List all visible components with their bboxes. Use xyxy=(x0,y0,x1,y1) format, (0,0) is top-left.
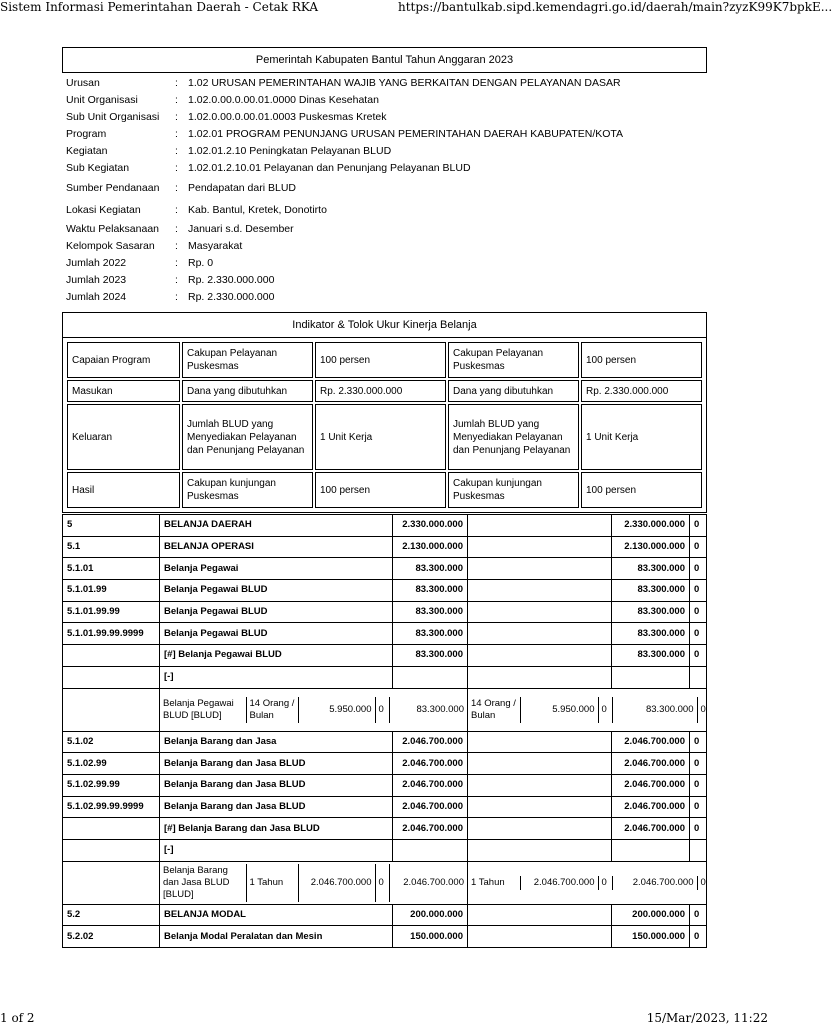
info-value: 1.02.0.00.0.00.01.0000 Dinas Kesehatan xyxy=(188,94,379,106)
budget-code: 5.1 xyxy=(63,536,160,558)
detail-price: 2.046.700.000 xyxy=(298,864,375,902)
budget-diff: 0 xyxy=(690,796,707,818)
indicator-target2: 100 persen xyxy=(581,472,702,508)
budget-empty xyxy=(468,666,612,688)
budget-row xyxy=(63,796,707,818)
budget-amount: 83.300.000 xyxy=(393,623,468,645)
budget-name: Belanja Pegawai BLUD xyxy=(160,580,393,602)
indicator-target1: 100 persen xyxy=(315,472,446,508)
indicator-name: Keluaran xyxy=(67,404,180,470)
info-colon: : xyxy=(175,204,178,216)
print-datetime: 15/Mar/2023, 11:22 xyxy=(646,1011,768,1025)
detail-price-2: 5.950.000 xyxy=(520,697,598,723)
budget-name: Belanja Barang dan Jasa BLUD xyxy=(160,796,393,818)
budget-empty xyxy=(468,753,612,775)
budget-amount-2: 2.046.700.000 xyxy=(612,753,690,775)
indicator-tolok1: Cakupan kunjungan Puskesmas xyxy=(182,472,313,508)
budget-empty xyxy=(468,839,612,861)
budget-amount: 2.046.700.000 xyxy=(393,818,468,840)
indicator-tolok1: Jumlah BLUD yang Menyediakan Pelayanan dan Penunjang Pelayanan xyxy=(182,404,313,470)
indicator-tolok2: Jumlah BLUD yang Menyediakan Pelayanan dan Penunjang Pelayanan xyxy=(448,404,579,470)
budget-amount: 150.000.000 xyxy=(393,926,468,948)
indicator-name: Hasil xyxy=(67,472,180,508)
budget-code: 5.1.01.99.99.9999 xyxy=(63,623,160,645)
budget-name: Belanja Modal Peralatan dan Mesin xyxy=(160,926,393,948)
budget-name: Belanja Pegawai BLUD xyxy=(160,601,393,623)
indicator-tolok2: Cakupan Pelayanan Puskesmas xyxy=(448,342,579,378)
budget-diff: 0 xyxy=(690,753,707,775)
detail-left-table xyxy=(160,864,467,902)
detail-tax: 0 xyxy=(375,864,389,902)
budget-amount xyxy=(393,839,468,861)
budget-row xyxy=(63,818,707,840)
budget-diff: 0 xyxy=(690,904,707,926)
info-colon: : xyxy=(175,94,178,106)
indicator-tolok1: Cakupan Pelayanan Puskesmas xyxy=(182,342,313,378)
budget-code xyxy=(63,861,160,904)
budget-diff: 0 xyxy=(690,558,707,580)
budget-name: [-] xyxy=(160,839,393,861)
detail-tax-2: 0 xyxy=(598,697,612,723)
budget-diff: 0 xyxy=(690,645,707,667)
info-label: Sub Kegiatan xyxy=(66,162,130,174)
budget-name: Belanja Pegawai BLUD xyxy=(160,623,393,645)
budget-diff: 0 xyxy=(690,580,707,602)
budget-amount-2: 83.300.000 xyxy=(612,580,690,602)
detail-right-table xyxy=(468,876,706,890)
indicator-row xyxy=(67,380,702,402)
budget-empty xyxy=(468,558,612,580)
info-colon: : xyxy=(175,77,178,89)
indicator-target2: Rp. 2.330.000.000 xyxy=(581,380,702,402)
detail-volume-2: 1 Tahun xyxy=(471,876,505,888)
budget-code: 5.2 xyxy=(63,904,160,926)
indicator-tolok1: Dana yang dibutuhkan xyxy=(182,380,313,402)
info-label: Jumlah 2023 xyxy=(66,274,127,286)
budget-code xyxy=(63,645,160,667)
detail-diff: 0 xyxy=(697,697,706,723)
budget-amount-2: 2.046.700.000 xyxy=(612,818,690,840)
info-label: Waktu Pelaksanaan xyxy=(66,223,159,235)
info-value: Pendapatan dari BLUD xyxy=(188,182,296,194)
indicator-target1: 100 persen xyxy=(315,342,446,378)
detail-tax: 0 xyxy=(375,697,389,723)
budget-amount: 200.000.000 xyxy=(393,904,468,926)
indicator-row xyxy=(67,404,702,470)
info-value: Rp. 0 xyxy=(188,257,214,269)
budget-detail-row xyxy=(63,861,707,904)
info-label: Jumlah 2022 xyxy=(66,257,127,269)
info-colon: : xyxy=(175,128,178,140)
indicator-row xyxy=(67,342,702,378)
budget-table xyxy=(62,514,707,948)
budget-name: [#] Belanja Pegawai BLUD xyxy=(160,645,393,667)
budget-code xyxy=(63,688,160,731)
detail-total-2: 2.046.700.000 xyxy=(612,876,697,890)
budget-amount-2: 83.300.000 xyxy=(612,623,690,645)
budget-diff: 0 xyxy=(690,601,707,623)
budget-row xyxy=(63,536,707,558)
budget-empty xyxy=(468,774,612,796)
info-value: Rp. 2.330.000.000 xyxy=(188,291,275,303)
indicator-name: Masukan xyxy=(67,380,180,402)
print-header-title: Sistem Informasi Pemerintahan Daerah - Cetak RKA xyxy=(0,0,319,14)
budget-diff: 0 xyxy=(690,515,707,537)
budget-code: 5.1.02 xyxy=(63,731,160,753)
budget-name: Belanja Barang dan Jasa BLUD xyxy=(160,774,393,796)
detail-tax-2: 0 xyxy=(598,876,612,890)
budget-name: BELANJA OPERASI xyxy=(160,536,393,558)
indicator-target2: 100 persen xyxy=(581,342,702,378)
budget-amount: 2.046.700.000 xyxy=(393,753,468,775)
budget-row xyxy=(63,645,707,667)
budget-empty xyxy=(468,601,612,623)
budget-name: Belanja Barang dan Jasa BLUD xyxy=(160,753,393,775)
detail-left xyxy=(160,861,468,904)
budget-code: 5.1.02.99.99.9999 xyxy=(63,796,160,818)
budget-row xyxy=(63,601,707,623)
budget-amount-2: 2.130.000.000 xyxy=(612,536,690,558)
budget-row xyxy=(63,731,707,753)
info-value: 1.02.01.2.10.01 Pelayanan dan Penunjang Pelayanan BLUD xyxy=(188,162,471,174)
info-colon: : xyxy=(175,111,178,123)
budget-name: Belanja Barang dan Jasa xyxy=(160,731,393,753)
budget-amount-2: 2.046.700.000 xyxy=(612,796,690,818)
budget-amount-2: 83.300.000 xyxy=(612,645,690,667)
info-value: 1.02.0.00.0.00.01.0003 Puskesmas Kretek xyxy=(188,111,387,123)
budget-section xyxy=(62,514,707,948)
budget-amount: 83.300.000 xyxy=(393,580,468,602)
info-colon: : xyxy=(175,274,178,286)
budget-empty xyxy=(468,818,612,840)
budget-amount: 83.300.000 xyxy=(393,558,468,580)
info-value: Januari s.d. Desember xyxy=(188,223,294,235)
budget-code xyxy=(63,839,160,861)
budget-empty xyxy=(468,515,612,537)
indicator-row xyxy=(67,472,702,508)
budget-row xyxy=(63,774,707,796)
info-value: 1.02 URUSAN PEMERINTAHAN WAJIB YANG BERKAITAN DENGAN PELAYANAN DASAR xyxy=(188,77,621,89)
indicator-table xyxy=(65,340,704,510)
info-label: Sumber Pendanaan xyxy=(66,182,160,194)
info-colon: : xyxy=(175,162,178,174)
detail-right xyxy=(468,861,707,904)
budget-code: 5.1.02.99 xyxy=(63,753,160,775)
detail-total-2: 83.300.000 xyxy=(612,697,697,723)
page-number: 1 of 2 xyxy=(0,1011,35,1025)
info-label: Program xyxy=(66,128,107,140)
indicator-tolok2: Dana yang dibutuhkan xyxy=(448,380,579,402)
detail-left xyxy=(160,688,468,731)
budget-code xyxy=(63,666,160,688)
budget-diff: 0 xyxy=(690,731,707,753)
budget-code: 5.1.01 xyxy=(63,558,160,580)
info-colon: : xyxy=(175,291,178,303)
budget-row xyxy=(63,666,707,688)
budget-row xyxy=(63,839,707,861)
info-value: Masyarakat xyxy=(188,240,243,252)
detail-total: 2.046.700.000 xyxy=(389,864,467,902)
detail-diff: 0 xyxy=(697,876,706,890)
info-colon: : xyxy=(175,240,178,252)
budget-empty xyxy=(468,536,612,558)
detail-right xyxy=(468,688,707,731)
budget-diff: 0 xyxy=(690,623,707,645)
info-label: Unit Organisasi xyxy=(66,94,138,106)
budget-empty xyxy=(468,904,612,926)
budget-code xyxy=(63,818,160,840)
budget-amount: 2.046.700.000 xyxy=(393,731,468,753)
budget-row xyxy=(63,623,707,645)
budget-row xyxy=(63,904,707,926)
budget-empty xyxy=(468,580,612,602)
info-value: 1.02.01 PROGRAM PENUNJANG URUSAN PEMERINTAHAN DAERAH KABUPATEN/KOTA xyxy=(188,128,624,140)
budget-name: BELANJA MODAL xyxy=(160,904,393,926)
budget-detail-row xyxy=(63,688,707,731)
info-label: Jumlah 2024 xyxy=(66,291,127,303)
indicator-title: Indikator & Tolok Ukur Kinerja Belanja xyxy=(62,312,707,338)
print-header-url: https://bantulkab.sipd.kemendagri.go.id/daerah/main?zyzK99K7bpkE... xyxy=(398,0,832,14)
budget-name: [#] Belanja Barang dan Jasa BLUD xyxy=(160,818,393,840)
info-colon: : xyxy=(175,223,178,235)
budget-empty xyxy=(468,645,612,667)
info-label: Kegiatan xyxy=(66,145,108,157)
budget-amount-2: 2.330.000.000 xyxy=(612,515,690,537)
info-label: Urusan xyxy=(66,77,100,89)
budget-row xyxy=(63,580,707,602)
budget-diff: 0 xyxy=(690,536,707,558)
info-colon: : xyxy=(175,182,178,194)
budget-amount-2: 200.000.000 xyxy=(612,904,690,926)
indicator-tolok2: Cakupan kunjungan Puskesmas xyxy=(448,472,579,508)
budget-name: [-] xyxy=(160,666,393,688)
budget-amount: 2.046.700.000 xyxy=(393,796,468,818)
budget-amount: 2.046.700.000 xyxy=(393,774,468,796)
budget-diff: 0 xyxy=(690,774,707,796)
detail-item: Belanja Pegawai BLUD [BLUD] xyxy=(163,697,234,721)
detail-price-2: 2.046.700.000 xyxy=(520,876,598,890)
budget-amount-2: 150.000.000 xyxy=(612,926,690,948)
info-colon: : xyxy=(175,257,178,269)
budget-amount: 2.330.000.000 xyxy=(393,515,468,537)
indicator-target2: 1 Unit Kerja xyxy=(581,404,702,470)
info-label: Lokasi Kegiatan xyxy=(66,204,141,216)
budget-amount-2: 83.300.000 xyxy=(612,601,690,623)
budget-amount xyxy=(393,666,468,688)
budget-diff: 0 xyxy=(690,818,707,840)
info-label: Kelompok Sasaran xyxy=(66,240,155,252)
detail-volume-2: 14 Orang / Bulan xyxy=(471,697,516,721)
indicator-target1: 1 Unit Kerja xyxy=(315,404,446,470)
budget-code: 5.2.02 xyxy=(63,926,160,948)
budget-empty xyxy=(468,623,612,645)
detail-right-table xyxy=(468,697,706,723)
budget-code: 5.1.02.99.99 xyxy=(63,774,160,796)
budget-diff: 0 xyxy=(690,926,707,948)
budget-code: 5 xyxy=(63,515,160,537)
budget-empty xyxy=(468,796,612,818)
budget-code: 5.1.01.99 xyxy=(63,580,160,602)
info-colon: : xyxy=(175,145,178,157)
detail-total: 83.300.000 xyxy=(389,697,467,723)
budget-row xyxy=(63,753,707,775)
budget-amount: 2.130.000.000 xyxy=(393,536,468,558)
indicator-section xyxy=(62,338,707,513)
budget-amount-2: 2.046.700.000 xyxy=(612,731,690,753)
budget-row xyxy=(63,558,707,580)
budget-amount-2 xyxy=(612,666,690,688)
info-value: 1.02.01.2.10 Peningkatan Pelayanan BLUD xyxy=(188,145,392,157)
detail-item: Belanja Barang dan Jasa BLUD [BLUD] xyxy=(163,864,230,900)
budget-empty xyxy=(468,926,612,948)
budget-row xyxy=(63,515,707,537)
budget-row xyxy=(63,926,707,948)
budget-amount-2 xyxy=(612,839,690,861)
budget-name: BELANJA DAERAH xyxy=(160,515,393,537)
budget-amount-2: 83.300.000 xyxy=(612,558,690,580)
budget-empty xyxy=(468,731,612,753)
indicator-target1: Rp. 2.330.000.000 xyxy=(315,380,446,402)
indicator-name: Capaian Program xyxy=(67,342,180,378)
detail-price: 5.950.000 xyxy=(298,697,375,723)
detail-left-table xyxy=(160,697,467,723)
detail-volume: 14 Orang / Bulan xyxy=(246,697,298,723)
budget-name: Belanja Pegawai xyxy=(160,558,393,580)
info-label: Sub Unit Organisasi xyxy=(66,111,160,123)
detail-volume: 1 Tahun xyxy=(246,864,298,902)
budget-amount-2: 2.046.700.000 xyxy=(612,774,690,796)
budget-code: 5.1.01.99.99 xyxy=(63,601,160,623)
budget-amount: 83.300.000 xyxy=(393,645,468,667)
info-value: Rp. 2.330.000.000 xyxy=(188,274,275,286)
budget-diff xyxy=(690,839,707,861)
info-value: Kab. Bantul, Kretek, Donotirto xyxy=(188,204,327,216)
budget-diff xyxy=(690,666,707,688)
page-title: Pemerintah Kabupaten Bantul Tahun Anggaran 2023 xyxy=(62,47,707,73)
budget-amount: 83.300.000 xyxy=(393,601,468,623)
